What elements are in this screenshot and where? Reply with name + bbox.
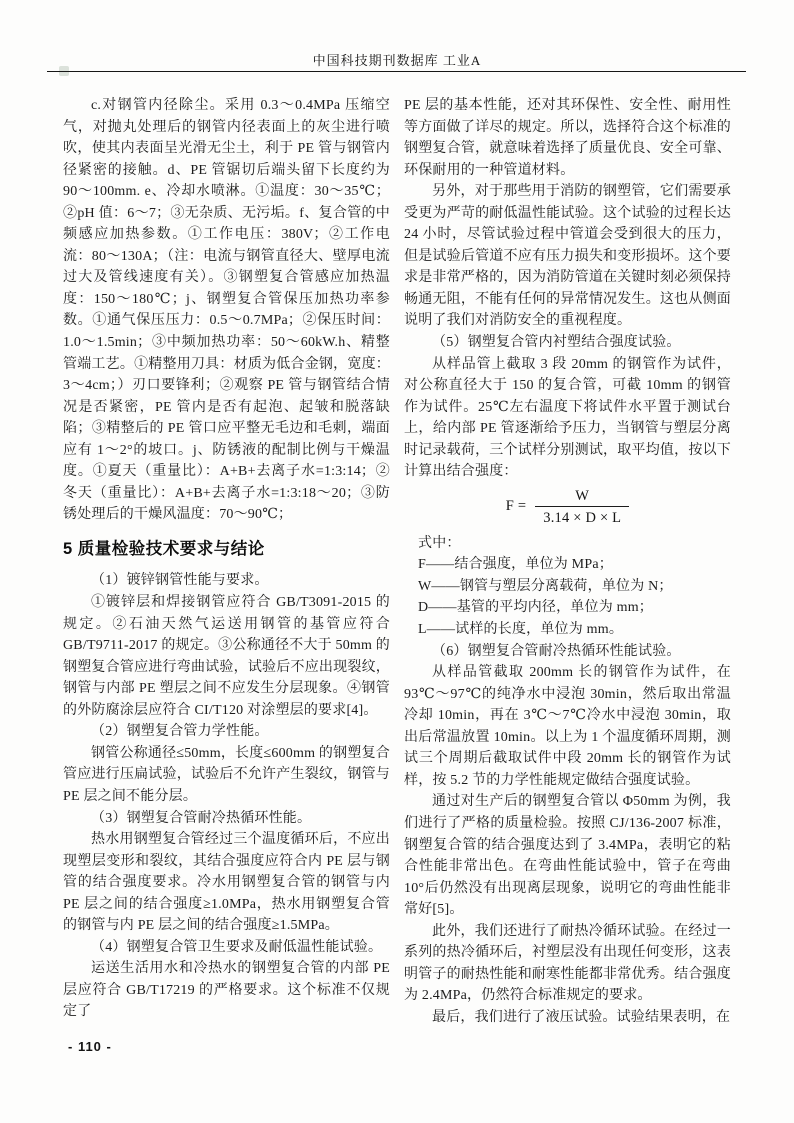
paragraph-qc-result: 通过对生产后的钢塑复合管以 Φ50mm 为例，我们进行了严格的质量检验。按照 CJ/136-2007 标准，钢塑复合管的结合强度达到了 3.4MPa，表明它的粘合性能非常出色。在弯曲性能试验中，管子在弯曲 10°后仍然没有出现离层现象，说明它的弯曲性能非常好[5]。 bbox=[404, 794, 731, 918]
item-6-body: 从样品管截取 200mm 长的钢管作为试件，在 93℃～97℃的纯净水中浸泡 30min，然后取出常温冷却 10min，再在 3℃～7℃冷水中浸泡 30min，取出后常温放置 10min。以上为 1 个温度循环周期，测试三个周期后截取试件中段 20mm 长的钢管作为试样，按 5.2 节的力学性能规定做结合强度试验。 bbox=[404, 665, 731, 788]
formula-def-D: D——基管的平均内径，单位为 mm； bbox=[418, 600, 653, 616]
item-2-title: （2）钢塑复合管力学性能。 bbox=[91, 724, 269, 740]
paragraph-process-steps: c.对钢管内径除尘。采用 0.3～0.4MPa 压缩空气，对抛丸处理后的钢管内径表面上的灰尘进行喷吹，使其内表面呈光滑无尘土，利于 PE 管与钢管内径紧密的接触。d、PE 管锯切后端头留下长度约为 90～100mm. e、冷却水喷淋。①温度：30～35℃；②pH 值：6～7；③无杂质、无污垢。f、复合管的中频感应加热参数。①工作电压：380V；②工作电流：80～130A；（注：电流与钢管直径大、壁厚电流过大及管线速度有关）。③钢塑复合管感应加热温度：150～180℃；j、钢塑复合管保压加热功率参数。①通气保压压力：0.5～0.7MPa；②保压时间：1.0～1.5min；③中频加热功率：50～60kW.h、精整管端工艺。①精整用刀具：材质为低合金钢，宽度：3～4cm；）刃口要锋利；②观察 PE 管与钢管结合情况是否紧密，PE 管内是否有起泡、起皱和脱落缺陷；③精整后的 PE 管口应平整无毛边和毛刺，端面应有 1～2°的坡口。j、防锈液的配制比例与干燥温度。①夏天（重量比）：A+B+去离子水=1:3:14；②冬天（重量比）：A+B+去离子水=1:3:18～20；③防锈处理后的干燥风温度：70～90℃； bbox=[63, 98, 390, 523]
bond-strength-formula bbox=[404, 486, 731, 528]
item-2-body: 钢管公称通径≤50mm，长度≤600mm 的钢塑复合管应进行压扁试验，试验后不允许产生裂纹，钢管与 PE 层之间不能分层。 bbox=[63, 745, 390, 804]
item-5-title: （5）钢塑复合管内衬塑结合强度试验。 bbox=[432, 335, 681, 351]
item-1-title: （1）镀锌钢管性能与要求。 bbox=[91, 573, 269, 589]
item-4-body: 运送生活用水和冷热水的钢塑复合管的内部 PE 层应符合 GB/T17219 的严格要求。这个标准不仅规定了 bbox=[63, 961, 390, 1020]
item-4-title: （4）钢塑复合管卫生要求及耐低温性能试验。 bbox=[91, 939, 383, 955]
journal-header-title: 中国科技期刊数据库 工业A bbox=[312, 53, 482, 68]
formula-denominator: 3.14 × D × L bbox=[535, 506, 629, 528]
item-3-body: 热水用钢塑复合管经过三个温度循环后，不应出现塑层变形和裂纹，其结合强度应符合内 PE 层与钢管的结合强度要求。冷水用钢塑复合管的钢管与内 PE 层之间的结合强度≥1.0MPa，热水用钢塑复合管的钢管与内 PE 层之间的结合强度≥1.5MPa。 bbox=[63, 832, 390, 934]
page-number: - 110 - bbox=[68, 1039, 112, 1054]
formula-lhs: F = bbox=[505, 498, 527, 515]
item-5-body: 从样品管上截取 3 段 20mm 的钢管作为试件，对公称直径大于 150 的复合管，可截 10mm 的钢管作为试件。25℃左右温度下将试件水平置于测试台上，给内部 PE 管逐渐给予压力，当钢管与塑层分离时记录载荷，三个试样分别测试，取平均值，按以下计算出结合强度： bbox=[404, 356, 731, 480]
formula-fraction bbox=[535, 486, 629, 528]
item-6-title: （6）钢塑复合管耐冷热循环性能试验。 bbox=[432, 643, 681, 659]
formula-def-F: F——结合强度，单位为 MPa； bbox=[418, 557, 613, 573]
paragraph-fire-pipe: 另外，对于那些用于消防的钢塑管，它们需要承受更为严苛的耐低温性能试验。这个试验的过程长达 24 小时，尽管试验过程中管道会受到很大的压力，但是试验后管道不应有压力损失和变形损坏。这个要求是非常严格的，因为消防管道在关键时刻必须保持畅通无阻，不能有任何的异常情况发生。这也从侧面说明了我们对消防安全的重视程度。 bbox=[404, 184, 731, 329]
paragraph-final: 最后，我们进行了液压试验。试验结果表明，在 bbox=[432, 1009, 731, 1025]
formula-numerator: W bbox=[575, 487, 590, 504]
formula-def-L: L——试样的长度，单位为 mm。 bbox=[418, 622, 624, 638]
right-column bbox=[404, 95, 731, 1028]
header-rule bbox=[47, 71, 746, 72]
left-column bbox=[63, 95, 390, 1028]
paragraph-continuation: PE 层的基本性能，还对其环保性、安全性、耐用性等方面做了详尽的规定。所以，选择符合这个标准的钢塑复合管，就意味着选择了质量优良、安全可靠、环保耐用的一种管道材料。 bbox=[404, 98, 731, 178]
paragraph-cycle-result: 此外，我们还进行了耐热冷循环试验。在经过一系列的热冷循环后，衬塑层没有出现任何变形，这表明管子的耐热性能和耐寒性能都非常优秀。结合强度为 2.4MPa，仍然符合标准规定的要求。 bbox=[404, 923, 731, 1004]
formula-where-label: 式中： bbox=[418, 535, 461, 551]
two-column-body bbox=[63, 95, 731, 1028]
item-3-title: （3）钢塑复合管耐冷热循环性能。 bbox=[91, 810, 312, 826]
item-1-body: ①镀锌层和焊接钢管应符合 GB/T3091-2015 的规定。②石油天然气运送用钢管的基管应符合 GB/T9711-2017 的规定。③公称通径不大于 50mm 的钢塑复合管应进行弯曲试验，试验后不应出现裂纹，钢管与内部 PE 塑层之间不应发生分层现象。④钢管的外防腐涂层应符合 CI/T120 对涂塑层的要求[4]。 bbox=[63, 595, 390, 718]
formula-def-W: W——钢管与塑层分离载荷，单位为 N； bbox=[418, 578, 673, 594]
section-5-heading: 5 质量检验技术要求与结论 bbox=[63, 539, 265, 558]
